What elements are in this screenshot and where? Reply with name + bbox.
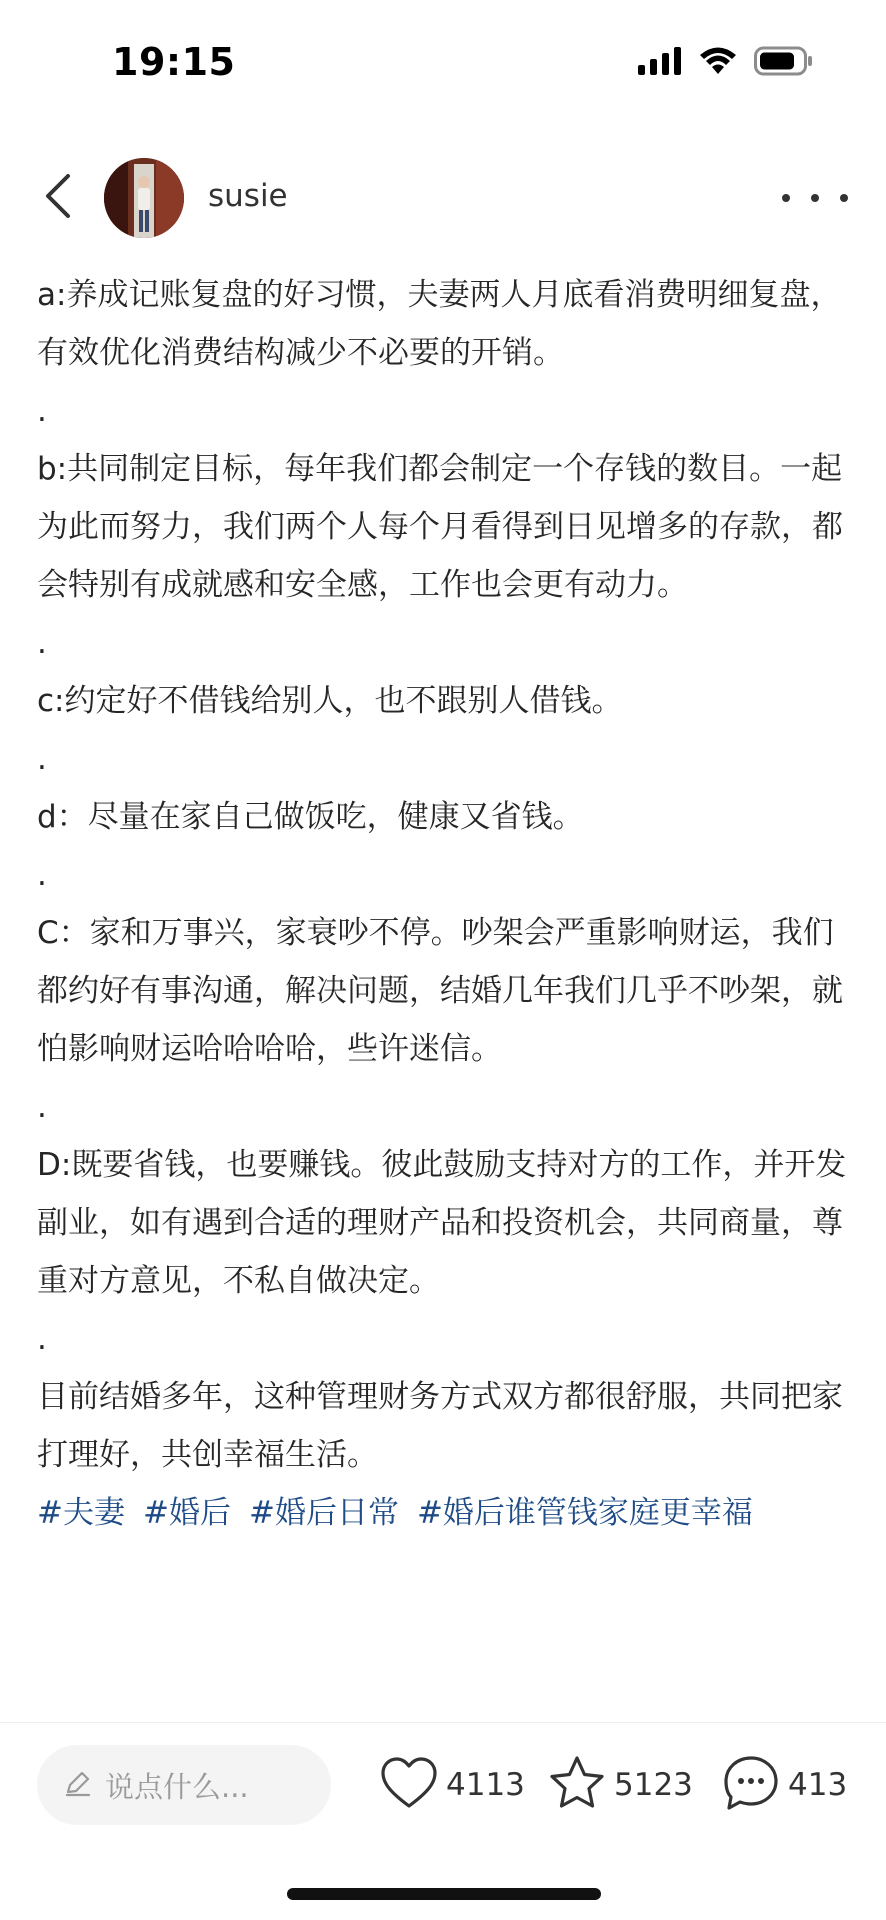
comment-placeholder: 说点什么... [105,1769,249,1804]
heart-icon [380,1756,438,1814]
like-button[interactable] [380,1755,525,1815]
post-paragraph: d：尽量在家自己做饭吃，健康又省钱。 [37,799,584,835]
post-content [37,266,849,1542]
wifi-icon [698,46,738,80]
like-count: 4113 [446,1767,525,1803]
signal-icon [638,47,682,79]
more-dot [840,194,848,202]
post-paragraph: . [37,1321,47,1357]
comment-count: 413 [788,1767,848,1803]
status-bar [0,0,886,120]
tag-list [37,1484,849,1542]
battery-icon [754,46,814,80]
status-icons [638,46,814,80]
post-paragraph: . [37,625,47,661]
tag-link[interactable]: #婚后 [142,1495,231,1531]
post-paragraph: . [37,393,47,429]
tag-link[interactable]: #夫妻 [37,1495,125,1531]
post-paragraph: . [37,857,47,893]
post-paragraph: . [37,1089,47,1125]
comment-input[interactable] [37,1745,331,1825]
pencil-icon [63,1768,93,1802]
favorite-count: 5123 [614,1767,693,1803]
post-paragraph: b:共同制定目标，每年我们都会制定一个存钱的数目。一起为此而努力，我们两个人每个月看得到日见增多的存款，都会特别有成就感和安全感，工作也会更有动力。 [37,451,843,603]
post-paragraph: a:养成记账复盘的好习惯，夫妻两人月底看消费明细复盘，有效优化消费结构减少不必要的开销。 [37,277,842,371]
home-indicator[interactable] [287,1888,601,1900]
post-paragraph: 目前结婚多年，这种管理财务方式双方都很舒服，共同把家打理好，共创幸福生活。 [37,1379,843,1473]
back-button[interactable] [34,172,82,224]
chevron-left-icon [44,173,72,223]
post-paragraph: c:约定好不借钱给别人，也不跟别人借钱。 [37,683,623,719]
post-paragraph: . [37,741,47,777]
more-dot [811,194,819,202]
bottom-divider [0,1722,886,1723]
avatar[interactable] [104,158,184,238]
more-horizontal-icon [782,194,790,202]
comment-button[interactable] [722,1755,847,1815]
post-header [0,150,886,246]
tag-link[interactable]: #婚后谁管钱家庭更幸福 [416,1495,753,1531]
post-paragraph: D:既要省钱，也要赚钱。彼此鼓励支持对方的工作，并开发副业，如有遇到合适的理财产品和投资机会，共同商量，尊重对方意见，不私自做决定。 [37,1147,847,1299]
star-icon [548,1755,606,1815]
favorite-button[interactable] [548,1755,693,1815]
tag-link[interactable]: #婚后日常 [248,1495,399,1531]
more-button[interactable] [782,178,848,218]
username[interactable]: susie [208,178,288,214]
status-time: 19:15 [112,40,236,84]
comment-bubble-icon [722,1754,780,1816]
post-paragraph: C：家和万事兴，家衰吵不停。吵架会严重影响财运，我们都约好有事沟通，解决问题，结婚几年我们几乎不吵架，就怕影响财运哈哈哈哈，些许迷信。 [37,915,843,1067]
